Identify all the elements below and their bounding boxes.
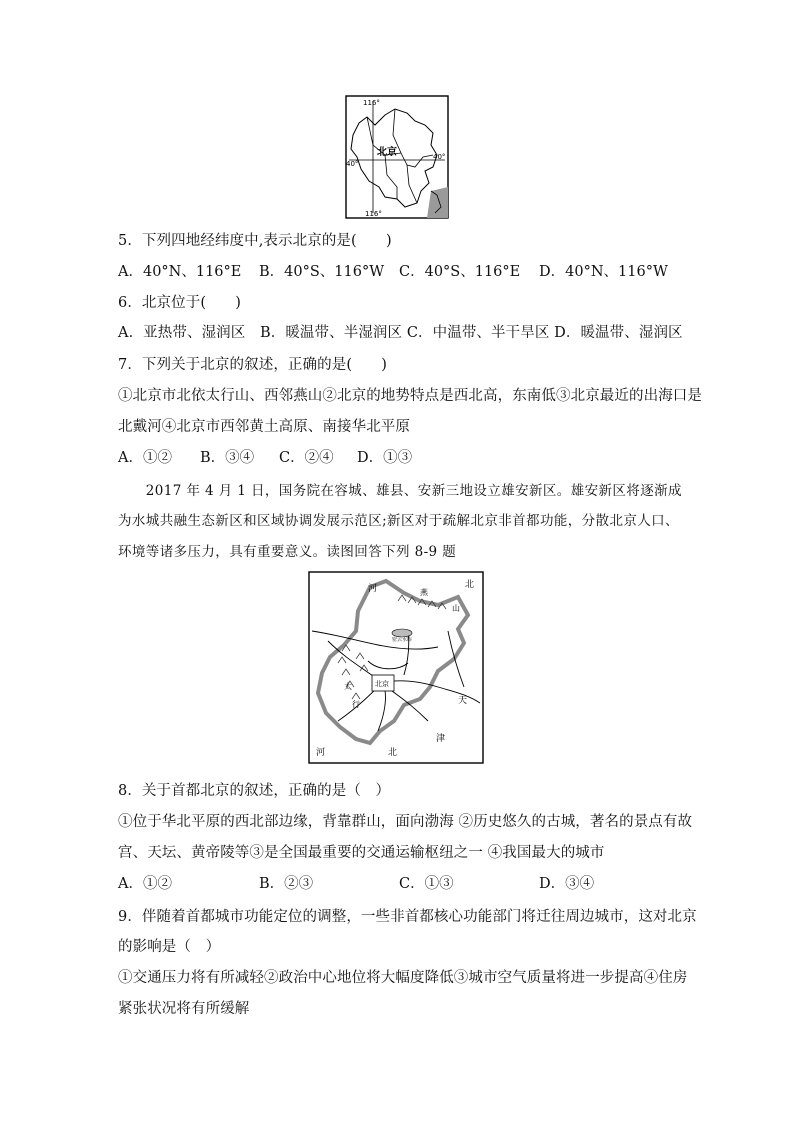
passage-line3: 环境等诸多压力，具有重要意义。读图回答下列 8-9 题 <box>118 544 457 560</box>
q9-body-line1: ①交通压力将有所减轻②政治中心地位将大幅度降低③城市空气质量将进一步提高④住房 <box>118 970 688 986</box>
q6-stem: 6．北京位于( ) <box>118 295 242 311</box>
map1-lon-top-label: 116° <box>363 99 380 107</box>
q5-option-a: A．40°N、116°E <box>118 264 242 280</box>
q8-option-d: D．③④ <box>539 876 595 892</box>
q7-option-a: A．①② <box>118 450 172 466</box>
q5-stem: 5．下列四地经纬度中,表示北京的是( ) <box>118 233 392 249</box>
map2-jin-label: 津 <box>436 734 446 744</box>
q7-option-d: D．①③ <box>357 450 413 466</box>
q9-body-line2: 紧张状况将有所缓解 <box>118 1001 250 1017</box>
q6-options: A．亚热带、湿润区 B．暖温带、半湿润区 C．中温带、半干旱区 D．暖温带、湿润区 <box>118 325 683 341</box>
q7-option-b: B．③④ <box>200 450 255 466</box>
q8-stem: 8．关于首都北京的叙述，正确的是（ ） <box>118 783 391 799</box>
beijing-latlon-map <box>345 95 449 219</box>
map2-hang-label: 行 <box>352 700 360 709</box>
map2-tai-label: 太 <box>344 682 352 691</box>
q8-option-a: A．①② <box>118 876 172 892</box>
q7-body-line2: 北戴河④北京市西邻黄土高原、南接华北平原 <box>118 419 410 435</box>
map2-yan-label: 燕 <box>420 588 428 597</box>
map2-bei-top-label: 北 <box>465 580 475 590</box>
beijing-region-map <box>308 571 484 764</box>
q8-option-b: B．②③ <box>259 876 314 892</box>
map1-lon-bottom-label: 116° <box>365 210 382 218</box>
q9-stem-line1: 9．伴随着首都城市功能定位的调整，一些非首都核心功能部门将迁往周边城市，这对北京 <box>118 909 697 925</box>
q5-option-b: B．40°S、116°W <box>259 264 385 280</box>
map2-he-top-label: 河 <box>368 584 378 594</box>
q7-body-line1: ①北京市北依太行山、西邻燕山②北京的地势特点是西北高，东南低③北京最近的出海口是 <box>118 388 702 404</box>
map2-beijing-label: 北京 <box>375 680 389 688</box>
q7-stem: 7．下列关于北京的叙述，正确的是( ) <box>118 357 388 373</box>
map1-city-label: 北京 <box>377 147 397 158</box>
q7-option-c: C．②④ <box>279 450 334 466</box>
map2-he-bottom-label: 河 <box>316 748 326 758</box>
q8-option-c: C．①③ <box>399 876 454 892</box>
q8-body-line2: 宫、天坛、黄帝陵等③是全国最重要的交通运输枢纽之一 ④我国最大的城市 <box>118 845 605 861</box>
map1-lat-right-label: 40° <box>433 153 446 161</box>
map2-shan-label: 山 <box>452 604 460 613</box>
q8-body-line1: ①位于华北平原的西北部边缘，背靠群山，面向渤海 ②历史悠久的古城，著名的景点有故 <box>118 814 693 830</box>
passage-line1: 2017 年 4 月 1 日，国务院在容城、雄县、安新三地设立雄安新区。雄安新区将逐渐成 <box>118 483 682 499</box>
q9-stem-line2: 的影响是（ ） <box>118 939 221 955</box>
passage-line2: 为水城共融生态新区和区域协调发展示范区;新区对于疏解北京非首都功能，分散北京人口、 <box>118 513 679 529</box>
map1-lat-left-label: 40° <box>346 160 359 168</box>
map2-tian-label: 天 <box>458 696 468 706</box>
map2-bei-bottom-label: 北 <box>388 748 398 758</box>
q5-option-c: C．40°S、116°E <box>399 264 521 280</box>
map2-reservoir-label: 密云水库 <box>392 637 413 643</box>
q5-option-d: D．40°N、116°W <box>539 264 668 280</box>
